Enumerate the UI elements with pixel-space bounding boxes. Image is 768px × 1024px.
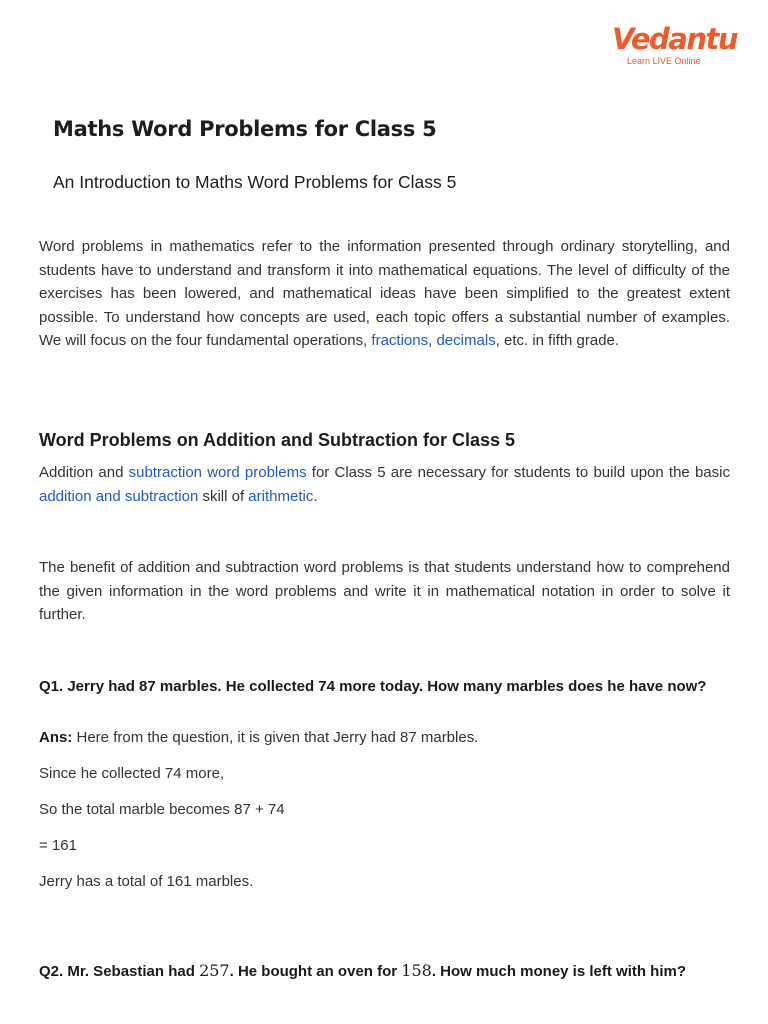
section-heading: Word Problems on Addition and Subtraction for Class 5 xyxy=(39,430,516,450)
answer-step-1: Since he collected 74 more, xyxy=(39,765,225,782)
addition-and-subtraction-link[interactable]: addition and subtraction xyxy=(39,487,199,505)
logo-brand: Vedantu xyxy=(612,22,737,56)
answer-step-3: = 161 xyxy=(39,837,77,854)
answer-1 xyxy=(39,729,478,746)
fractions-link[interactable]: fractions xyxy=(371,332,429,349)
intro-comma: , xyxy=(428,332,433,349)
q2-amount-2: 158 xyxy=(401,961,432,980)
intro-text: Word problems in mathematics refer to the information presented through ordinary storytelling, and students have to understand and transform it into mathematical equations. The level of difficulty of the exercises has been lowered, and mathematical ideas have been simplified to the greatest extent possible. To understand how concepts are used, each topic offers a substantial number of examples. We will focus on the four fundamental operations, xyxy=(39,238,730,349)
q2-text-end: . How much money is left with him? xyxy=(431,963,687,980)
section-paragraph-2: The benefit of addition and subtraction word problems is that students understand how to comprehend the given information in the word problems and write it in mathematical notation in order to solve it further. xyxy=(39,559,730,623)
answer-step-4: Jerry has a total of 161 marbles. xyxy=(39,873,254,890)
section-text-2: for Class 5 are necessary for students to build upon the basic xyxy=(306,464,730,481)
section-paragraph-1 xyxy=(39,461,730,508)
question-1: Q1. Jerry had 87 marbles. He collected 74 more today. How many marbles does he have now? xyxy=(39,678,707,695)
page-subtitle: An Introduction to Maths Word Problems for Class 5 xyxy=(53,172,457,192)
vedantu-logo xyxy=(612,22,737,74)
q2-amount-1: 257 xyxy=(199,961,230,980)
section-text-3: skill of xyxy=(198,487,249,505)
q2-text-mid: . He bought an oven for xyxy=(229,963,402,980)
answer-label: Ans: xyxy=(39,729,73,746)
logo-tagline: Learn LIVE Online xyxy=(627,56,701,66)
page-title: Maths Word Problems for Class 5 xyxy=(53,117,437,141)
decimals-link[interactable]: decimals xyxy=(436,332,496,349)
section-text-1: Addition and xyxy=(39,464,129,481)
answer-step-2: So the total marble becomes 87 + 74 xyxy=(39,801,285,818)
intro-paragraph xyxy=(39,235,730,353)
answer-text: Here from the question, it is given that Jerry had 87 marbles. xyxy=(72,729,479,746)
arithmetic-link[interactable]: arithmetic xyxy=(248,487,314,505)
subtraction-word-problems-link[interactable]: subtraction word problems xyxy=(128,464,307,481)
question-2 xyxy=(39,955,730,988)
section-text-4: . xyxy=(313,487,318,505)
intro-text-end: , etc. in fifth grade. xyxy=(495,332,620,349)
q2-text-start: Q2. Mr. Sebastian had xyxy=(39,963,200,980)
